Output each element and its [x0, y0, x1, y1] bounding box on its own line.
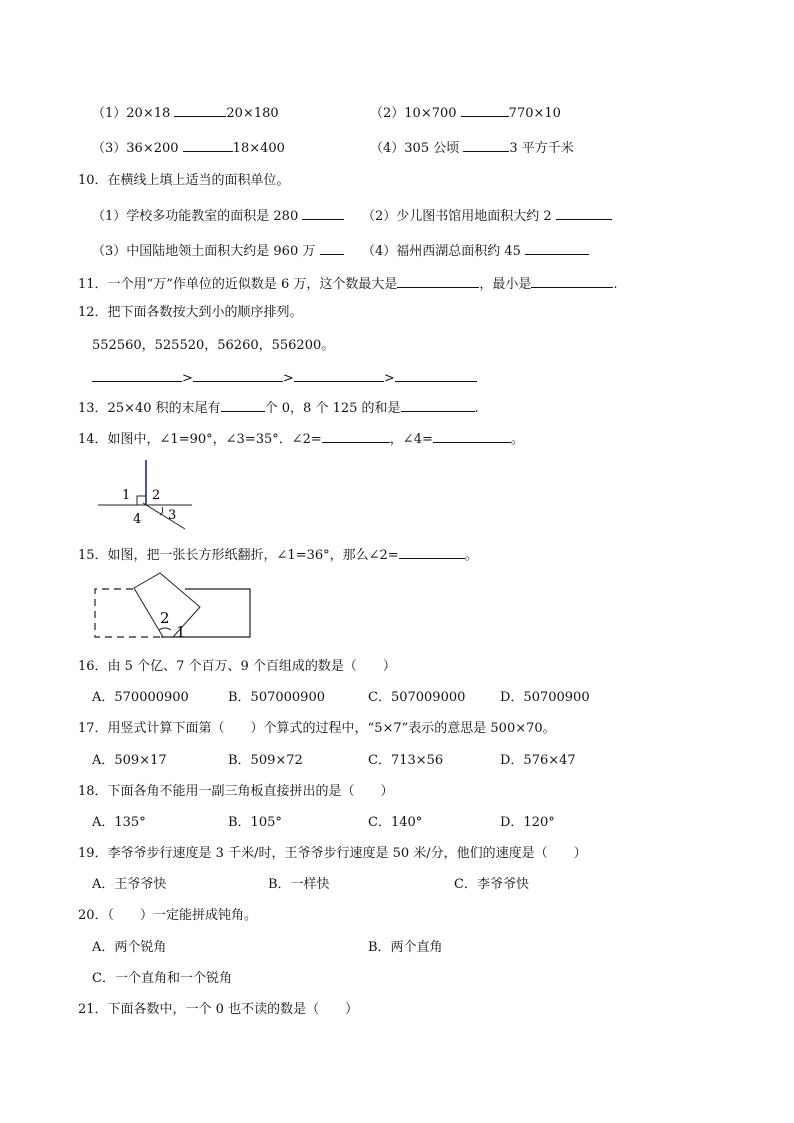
q11-max-blank[interactable]: [397, 274, 479, 288]
q18-option-b[interactable]: B．105°: [228, 815, 282, 830]
q9-part1: [92, 103, 279, 123]
q9-part4: [370, 138, 574, 158]
q11: [78, 274, 618, 294]
q14-text-c: 。: [510, 432, 524, 447]
q12-gt-2: >: [282, 371, 294, 386]
q20-option-a[interactable]: A．两个锐角: [92, 940, 167, 955]
q15-text-a: 15．如图，把一张长方形纸翻折，∠1=36°，那么∠2=: [78, 548, 399, 563]
q16-option-d[interactable]: D．50700900: [500, 690, 590, 705]
q10-part2-text: （2）少儿图书馆用地面积大约 2: [362, 209, 552, 224]
q14-angle-figure: [90, 455, 210, 530]
q14-text-a: 14．如图中，∠1=90°，∠3=35°．∠2=: [78, 432, 322, 447]
q10-part4: [362, 241, 589, 261]
q11-text-a: 11．一个用“万”作单位的近似数是 6 万，这个数最大是: [78, 277, 398, 292]
q17-option-d[interactable]: D．576×47: [500, 753, 576, 768]
q9-part4-blank[interactable]: [463, 138, 509, 152]
q13: [78, 398, 479, 418]
q13-text-a: 13．25×40 积的末尾有: [78, 401, 221, 416]
q11-text-c: .: [613, 277, 618, 292]
q9-part3: [92, 138, 285, 158]
q14-label-2: 2: [152, 488, 161, 503]
q14-angle4-blank[interactable]: [433, 429, 511, 443]
q10-part4-blank[interactable]: [525, 241, 589, 255]
q10-part3-text: （3）中国陆地领土面积大约是 960 万: [92, 244, 316, 259]
q16-option-c[interactable]: C．507009000: [368, 690, 466, 705]
q20-stem: 20．（ ）一定能拼成钝角。: [78, 908, 258, 923]
q12-blank-2[interactable]: [193, 368, 283, 382]
q18-option-d[interactable]: D．120°: [500, 815, 555, 830]
q9-part4-right: 3 平方千米: [509, 141, 574, 156]
q10-part3: [92, 241, 344, 261]
q11-text-b: ，最小是: [479, 277, 532, 292]
q9-part3-right: 18×400: [232, 141, 285, 156]
q9-part2-left: （2）10×700: [370, 106, 457, 121]
q15-angle2-blank[interactable]: [399, 545, 465, 559]
q14-label-4: 4: [133, 512, 142, 527]
q9-part2: [370, 103, 561, 123]
q12-stem: 12．把下面各数按大到小的顺序排列。: [78, 305, 303, 320]
q17-option-b[interactable]: B．509×72: [228, 753, 303, 768]
q10-part3-blank[interactable]: [320, 241, 344, 255]
q12-blank-1[interactable]: [92, 368, 182, 382]
q13-text-c: .: [474, 401, 479, 416]
q10-part4-text: （4）福州西湖总面积约 45: [362, 244, 521, 259]
q12-blank-4[interactable]: [395, 368, 477, 382]
q18-stem: 18．下面各角不能用一副三角板直接拼出的是（ ）: [78, 784, 394, 799]
q9-part1-blank[interactable]: [174, 103, 226, 117]
q14: [78, 429, 524, 449]
q20-option-c[interactable]: C．一个直角和一个锐角: [92, 971, 232, 986]
q9-part3-left: （3）36×200: [92, 141, 179, 156]
q15-folded-flap: [134, 573, 200, 637]
q10-part1-text: （1）学校多功能教室的面积是 280: [92, 209, 299, 224]
q12-gt-1: >: [182, 371, 193, 386]
q9-part4-left: （4）305 公顷: [370, 141, 460, 156]
q12-order-line: [92, 368, 477, 388]
q9-part1-left: （1）20×18: [92, 106, 171, 121]
q12-blank-3[interactable]: [294, 368, 384, 382]
q10-part1: [92, 206, 344, 226]
q10-part2-blank[interactable]: [556, 206, 612, 220]
q15-label-2: 2: [160, 609, 170, 627]
q19-option-b[interactable]: B．一样快: [268, 877, 330, 892]
q9-part1-right: 20×180: [226, 106, 279, 121]
q13-text-b: 个 0，8 个 125 的和是: [264, 401, 401, 416]
q14-slanted-line: [143, 503, 185, 529]
q9-part2-blank[interactable]: [461, 103, 509, 117]
q16-stem: 16．由 5 个亿、7 个百万、9 个百组成的数是（ ）: [78, 659, 396, 674]
q10-part2: [362, 206, 612, 226]
q19-option-a[interactable]: A．王爷爷快: [92, 877, 167, 892]
q15-text-b: 。: [464, 548, 478, 563]
q12-gt-3: >: [383, 371, 395, 386]
q9-part2-right: 770×10: [508, 106, 561, 121]
q12-numbers: 552560，525520，56260，556200。: [92, 338, 335, 353]
q19-option-c[interactable]: C．李爷爷快: [454, 877, 529, 892]
q16-option-b[interactable]: B．507000900: [228, 690, 325, 705]
q11-min-blank[interactable]: [531, 274, 613, 288]
q16-option-a[interactable]: A．570000900: [92, 690, 189, 705]
q14-text-b: ，∠4=: [389, 432, 433, 447]
q19-stem: 19．李爷爷步行速度是 3 千米/时，王爷爷步行速度是 50 米/分，他们的速度是（ ）: [78, 846, 587, 861]
q14-angle2-blank[interactable]: [322, 429, 390, 443]
q21-stem: 21．下面各数中，一个 0 也不读的数是（ ）: [78, 1002, 359, 1017]
q15-arc-mark: [159, 628, 171, 630]
q17-option-c[interactable]: C．713×56: [368, 753, 444, 768]
q17-stem: 17．用竖式计算下面第（ ）个算式的过程中，“5×7”表示的意思是 500×70。: [78, 721, 556, 736]
q15-folded-paper-figure: [90, 570, 260, 645]
q10-stem: 10．在横线上填上适当的面积单位。: [78, 173, 290, 188]
q13-sum-blank[interactable]: [401, 398, 475, 412]
q18-option-a[interactable]: A．135°: [92, 815, 146, 830]
q14-label-1: 1: [122, 488, 131, 503]
q14-label-3: 3: [168, 508, 177, 523]
q15-rectangle-edge: [161, 589, 250, 637]
q15-label-1: 1: [176, 623, 186, 641]
q18-option-c[interactable]: C．140°: [368, 815, 423, 830]
q15-dashed-fold: [95, 589, 161, 637]
q10-part1-blank[interactable]: [302, 206, 344, 220]
q13-zeros-blank[interactable]: [221, 398, 265, 412]
q17-option-a[interactable]: A．509×17: [92, 753, 167, 768]
q9-part3-blank[interactable]: [183, 138, 233, 152]
q20-option-b[interactable]: B．两个直角: [368, 940, 443, 955]
q15: [78, 545, 478, 565]
